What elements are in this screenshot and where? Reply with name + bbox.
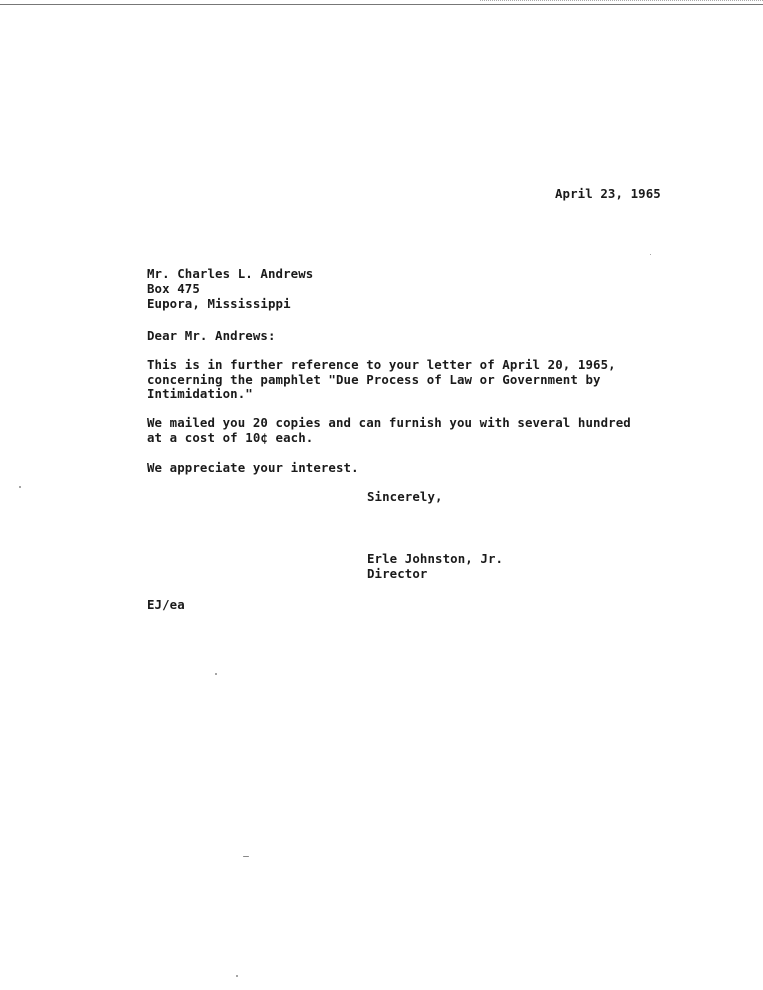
recipient-name: Mr. Charles L. Andrews — [147, 266, 314, 281]
paragraph-2-line-2: at a cost of 10¢ each. — [147, 430, 314, 445]
recipient-city: Eupora, Mississippi — [147, 296, 291, 311]
top-edge-faint-rule — [480, 0, 763, 6]
scan-speck — [215, 673, 217, 675]
paragraph-1-line-1: This is in further reference to your letter of April 20, 1965, — [147, 357, 616, 372]
scan-speck — [243, 856, 249, 857]
scan-speck — [19, 486, 21, 488]
reference-initials: EJ/ea — [147, 597, 185, 612]
closing: Sincerely, — [367, 489, 443, 504]
salutation: Dear Mr. Andrews: — [147, 328, 276, 343]
signer-name: Erle Johnston, Jr. — [367, 551, 504, 566]
scan-speck — [236, 975, 238, 977]
signer-title: Director — [367, 566, 428, 581]
recipient-box: Box 475 — [147, 281, 200, 296]
paragraph-1-line-2: concerning the pamphlet "Due Process of Law or Government by — [147, 372, 601, 387]
scan-speck — [650, 254, 651, 255]
paragraph-3-line-1: We appreciate your interest. — [147, 460, 359, 475]
letter-date: April 23, 1965 — [555, 186, 661, 201]
paragraph-1-line-3: Intimidation." — [147, 386, 253, 401]
paragraph-2-line-1: We mailed you 20 copies and can furnish you with several hundred — [147, 415, 631, 430]
